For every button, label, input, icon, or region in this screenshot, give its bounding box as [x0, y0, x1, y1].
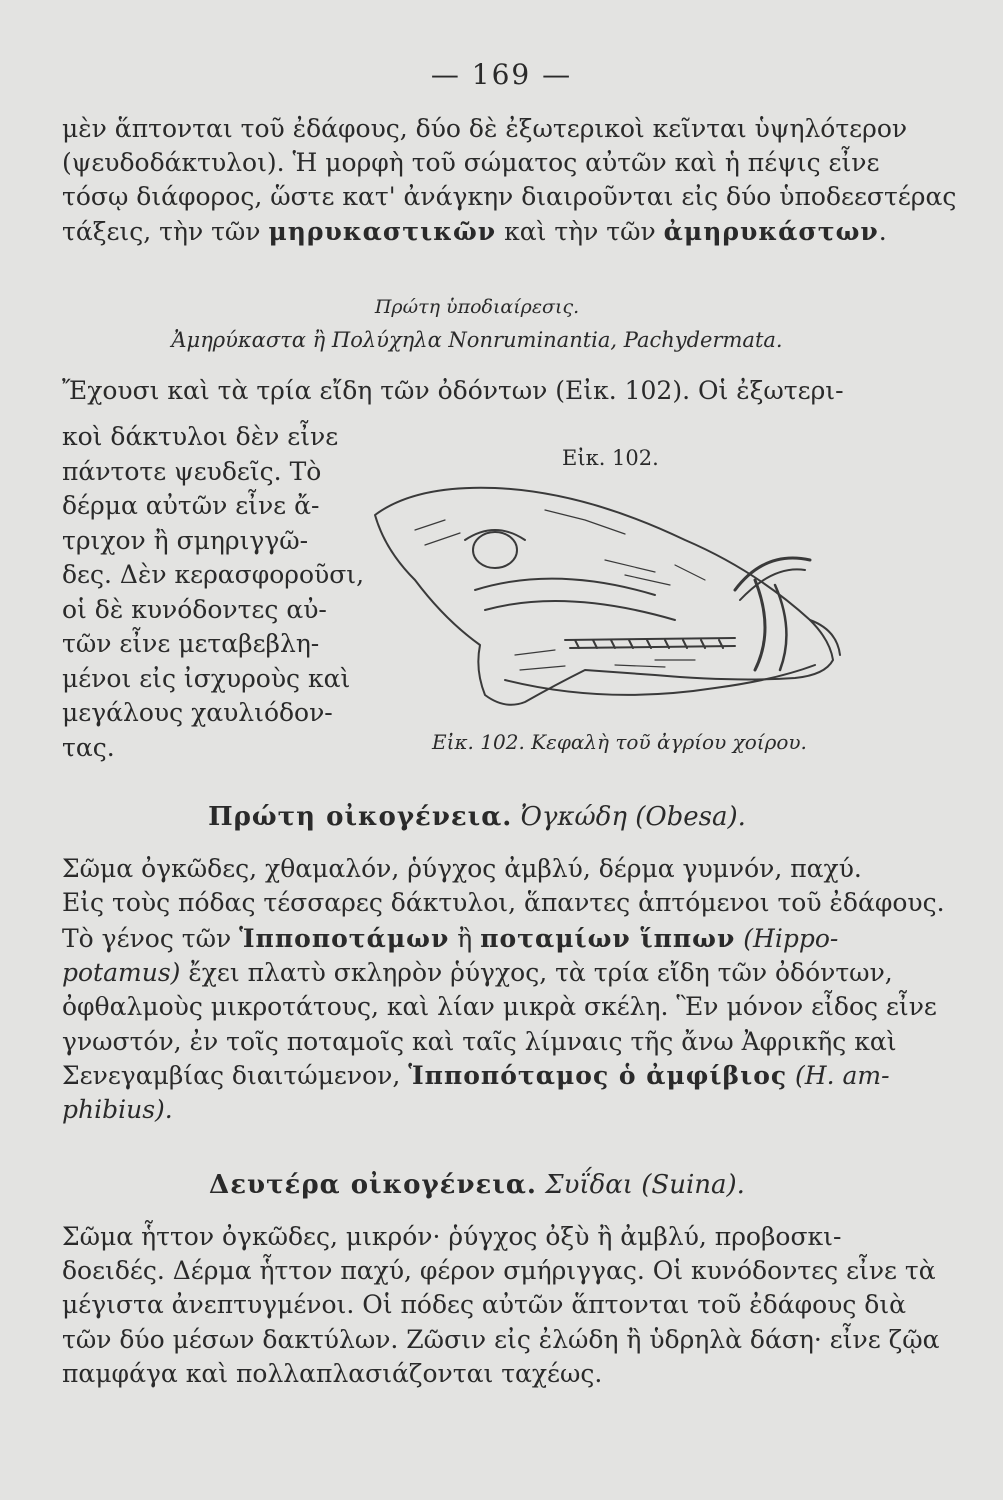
- text-line: τριχον ἢ σμηριγγῶ-: [62, 525, 309, 555]
- family2-heading: [62, 1170, 892, 1200]
- teeth-line: [62, 374, 892, 408]
- figure-label: Εἰκ. 102.: [562, 446, 659, 470]
- text-span: καὶ τὴν τῶν: [496, 216, 664, 246]
- text-span: Σενεγαμβίας διαιτώμενον,: [62, 1060, 409, 1090]
- text-span: .: [878, 216, 887, 246]
- boar-skull-illustration: [355, 470, 855, 735]
- family1-heading: [62, 802, 892, 832]
- narrow-paragraph: [62, 420, 365, 765]
- term-ruminants: μηρυκαστικῶν: [268, 216, 497, 246]
- text-line: Εἰς τοὺς πόδας τέσσαρες δάκτυλοι, ἅπαντες ἁπτόμενοι τοῦ ἐδάφους.: [62, 888, 945, 918]
- family1-title: Πρώτη οἰκογένεια.: [208, 802, 513, 832]
- text-line: οἱ δὲ κυνόδοντες αὐ-: [62, 594, 327, 624]
- text-line: μένοι εἰς ἰσχυροὺς καὶ: [62, 663, 351, 693]
- text-line: [62, 956, 892, 990]
- family2-name: Συΐδαι (Suina).: [536, 1170, 745, 1200]
- family2-title: Δευτέρα οἰκογένεια.: [209, 1170, 537, 1200]
- hippo-paragraph: [62, 922, 937, 1127]
- text-line: μέγιστα ἀνεπτυγμένοι. Οἱ πόδες αὐτῶν ἅπτονται τοῦ ἐδάφους διὰ: [62, 1290, 907, 1320]
- page-number: — 169 —: [430, 58, 573, 91]
- text-line: [62, 215, 892, 249]
- text-line: Σῶμα ὀγκῶδες, χθαμαλόν, ῥύγχος ἀμβλύ, δέρμα γυμνόν, παχύ.: [62, 854, 862, 883]
- latin-term: (H. am-: [787, 1060, 890, 1090]
- text-line: [62, 922, 892, 956]
- text-line: ὀφθαλμοὺς μικροτάτους, καὶ λίαν μικρὰ σκέλη. Ἓν μόνον εἶδος εἶνε: [62, 992, 937, 1022]
- figure-caption: Εἰκ. 102. Κεφαλὴ τοῦ ἀγρίου χοίρου.: [432, 730, 807, 754]
- text-span: ἢ: [449, 924, 481, 953]
- family2-paragraph: [62, 1220, 940, 1391]
- term-river-horses: ποταμίων ἵππων: [480, 924, 736, 953]
- text-line: Σῶμα ἧττον ὀγκῶδες, μικρόν· ῥύγχος ὀξὺ ἢ ἀμβλύ, προβοσκι-: [62, 1222, 842, 1251]
- text-line: παμφάγα καὶ πολλαπλασιάζονται ταχέως.: [62, 1358, 603, 1388]
- text-line: γνωστόν, ἐν τοῖς ποταμοῖς καὶ ταῖς λίμναις τῆς ἄνω Ἀφρικῆς καὶ: [62, 1026, 897, 1056]
- intro-paragraph: [62, 112, 957, 249]
- text-line: δέρμα αὐτῶν εἶνε ἄ-: [62, 491, 320, 520]
- subdivision-title: Πρώτη ὑποδιαίρεσις.: [374, 296, 580, 318]
- text-span: ἔχει πλατὺ σκληρὸν ῥύγχος, τὰ τρία εἴδη τῶν ὀδόντων,: [180, 958, 893, 988]
- family1-name: Ὀγκώδη (Obesa).: [512, 802, 746, 832]
- text-line: πάντοτε ψευδεῖς. Τὸ: [62, 456, 322, 486]
- text-span: τάξεις, τὴν τῶν: [62, 216, 269, 246]
- text-line: Ἔχουσι καὶ τὰ τρία εἴδη τῶν ὀδόντων (Εἰκ. 102). Οἱ ἐξωτερι-: [62, 376, 844, 405]
- text-line: [62, 1059, 892, 1093]
- family1-paragraph: [62, 852, 945, 920]
- latin-term: (Hippo-: [735, 924, 839, 953]
- text-line: δες. Δὲν κερασφοροῦσι,: [62, 560, 365, 589]
- text-line: phibius).: [62, 1095, 173, 1125]
- term-hippopotamus: Ἱπποποτάμων: [239, 924, 450, 953]
- text-line: μεγάλους χαυλιόδον-: [62, 698, 333, 727]
- text-line: (ψευδοδάκτυλοι). Ἡ μορφὴ τοῦ σώματος αὐτῶν καὶ ἡ πέψις εἶνε: [62, 148, 880, 178]
- term-nonruminants: ἀμηρυκάστων: [663, 216, 879, 246]
- text-span: Τὸ γένος τῶν: [62, 924, 240, 953]
- text-line: μὲν ἅπτονται τοῦ ἐδάφους, δύο δὲ ἐξωτερικοὶ κεῖνται ὑψηλότερον: [62, 114, 908, 143]
- text-line: κοὶ δάκτυλοι δὲν εἶνε: [62, 422, 339, 451]
- subdivision-name: Ἀμηρύκαστα ἢ Πολύχηλα Nonruminantia, Pachydermata.: [171, 328, 783, 352]
- text-line: τόσῳ διάφορος, ὥστε κατ' ἀνάγκην διαιροῦνται εἰς δύο ὑποδεεστέρας: [62, 182, 957, 212]
- term-hippo-amphibius: Ἱπποπόταμος ὁ ἀμφίβιος: [408, 1060, 788, 1090]
- text-line: τῶν δύο μέσων δακτύλων. Ζῶσιν εἰς ἐλώδη ἢ ὑδρηλὰ δάση· εἶνε ζῷα: [62, 1324, 940, 1354]
- text-line: τῶν εἶνε μεταβεβλη-: [62, 629, 320, 658]
- latin-term: potamus): [62, 958, 181, 988]
- text-line: δοειδές. Δέρμα ἧττον παχύ, φέρον σμήριγγας. Οἱ κυνόδοντες εἶνε τὰ: [62, 1256, 936, 1286]
- text-line: τας.: [62, 732, 115, 762]
